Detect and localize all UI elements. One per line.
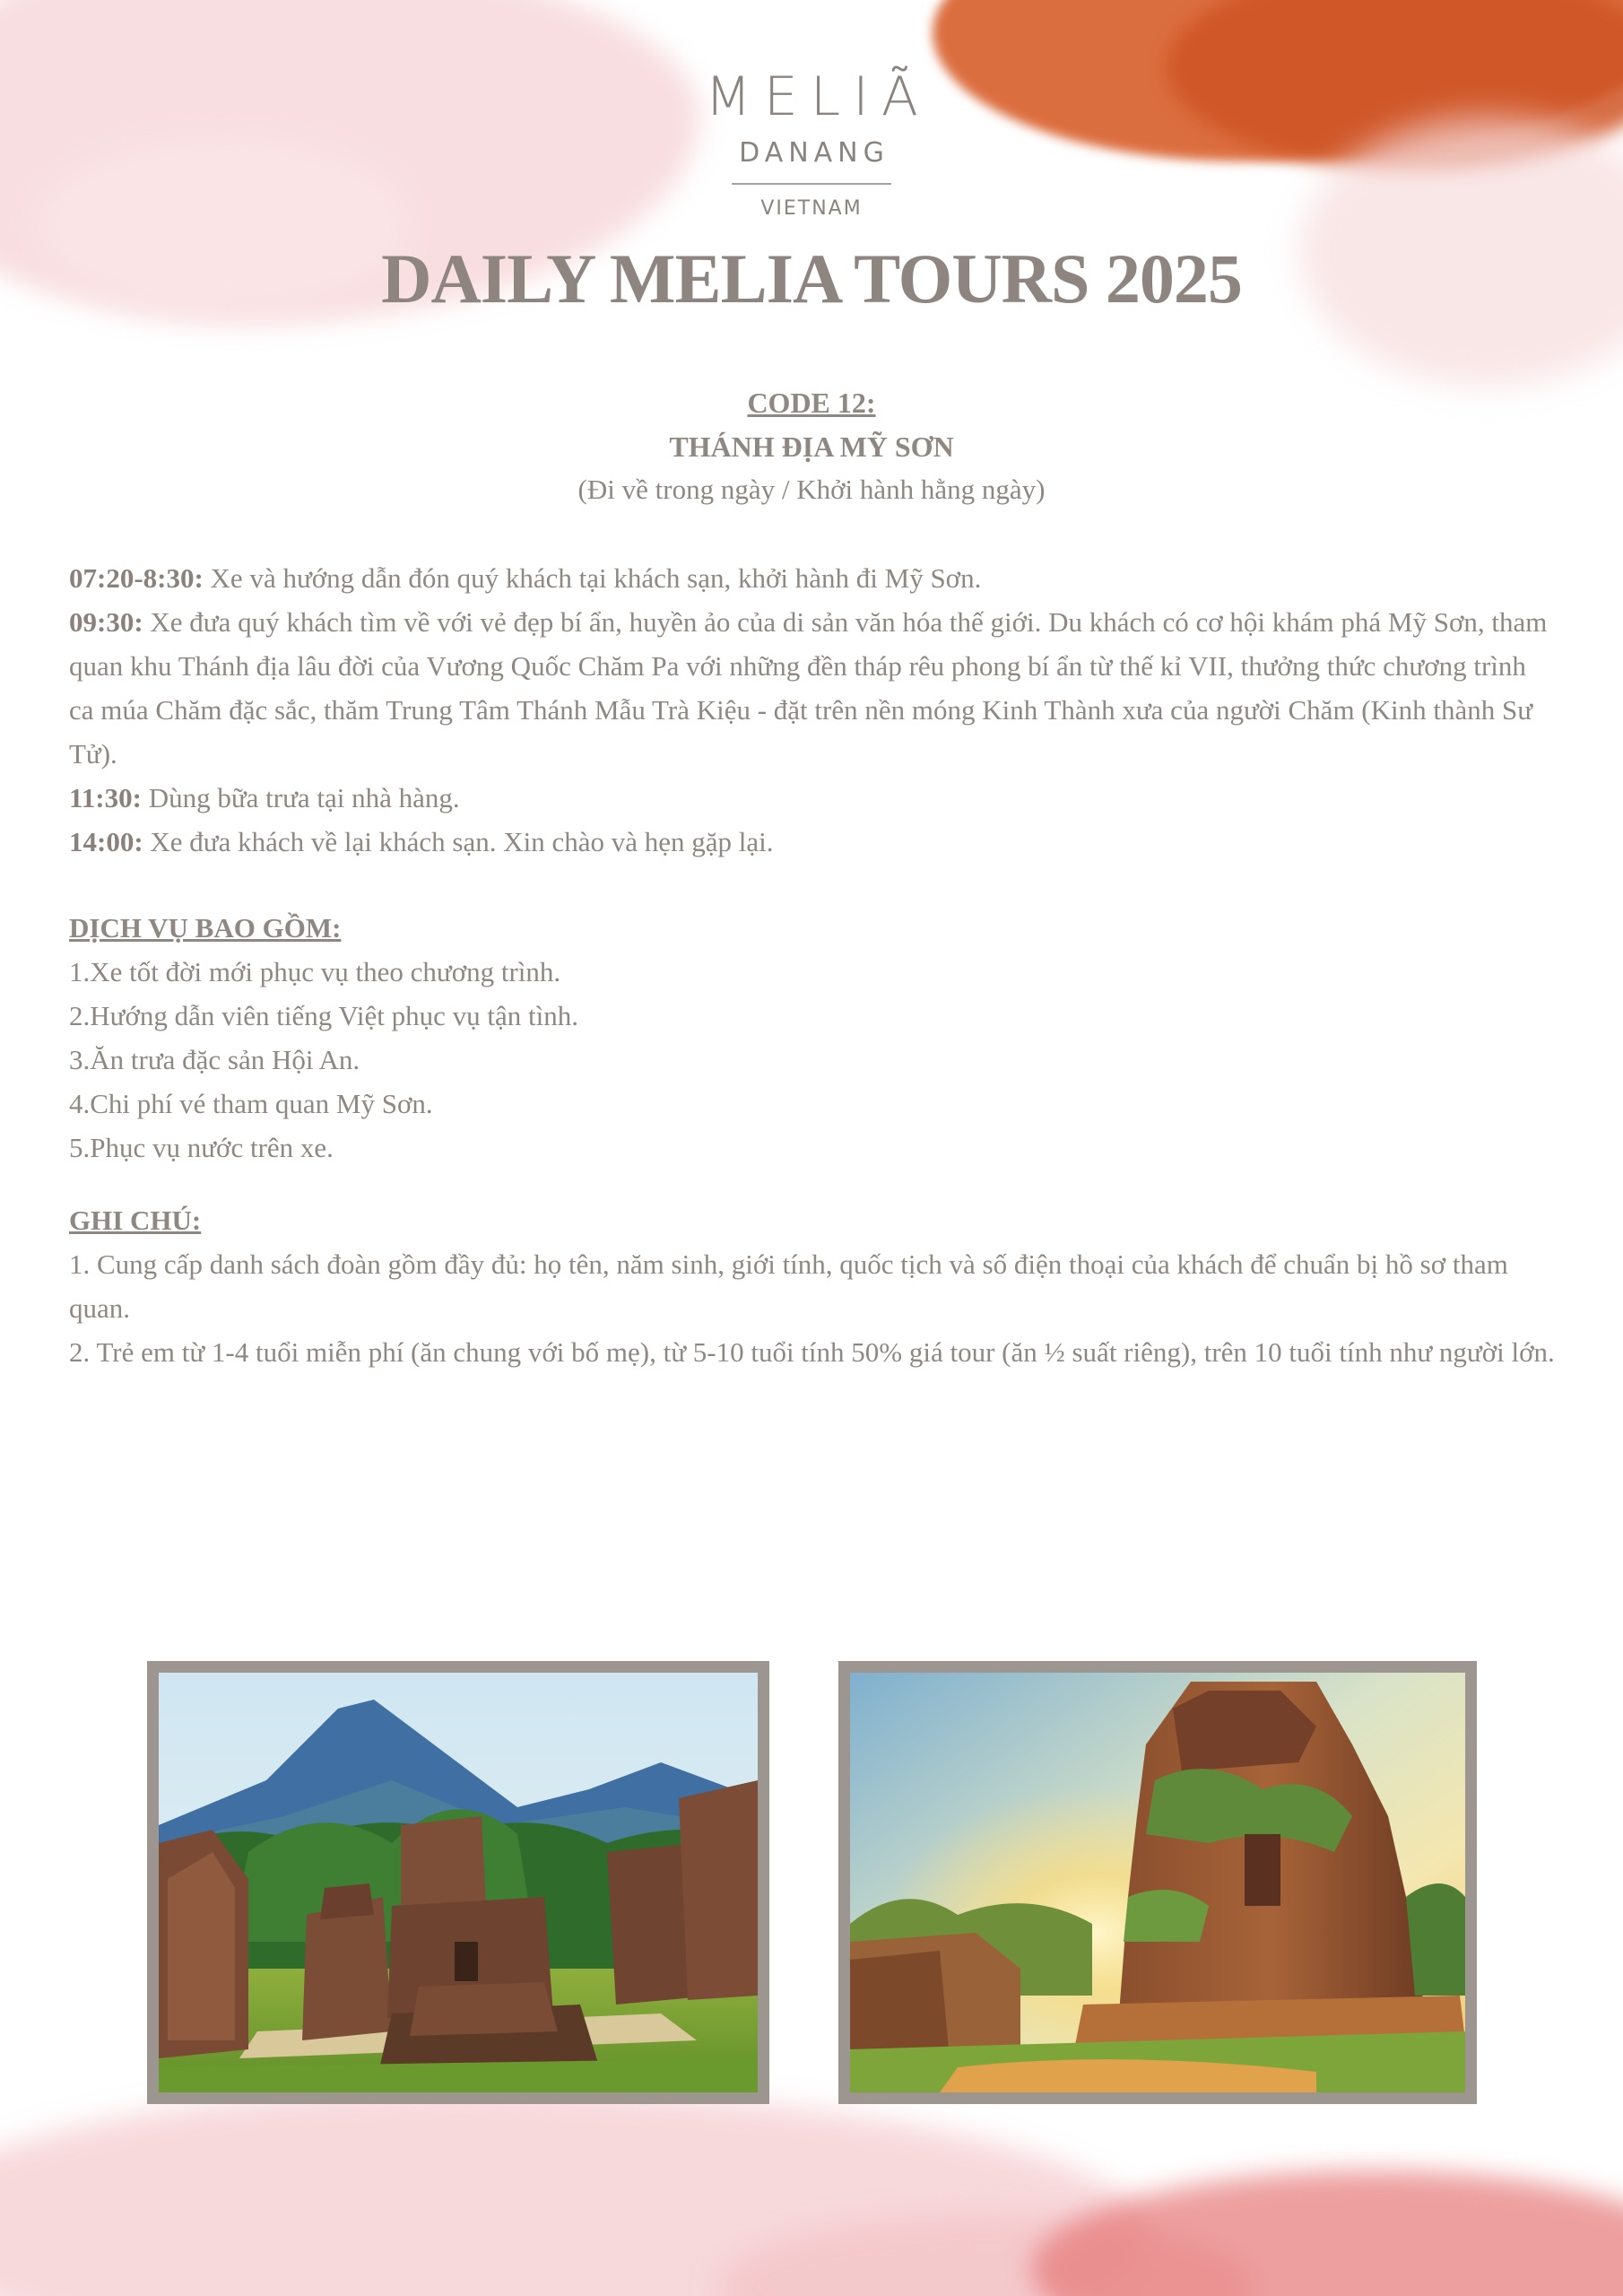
service-item: 2.Hướng dẫn viên tiếng Việt phục vụ tận tình. xyxy=(69,1000,579,1031)
photo-my-son-ruins xyxy=(147,1661,769,2104)
service-item: 5.Phục vụ nước trên xe. xyxy=(69,1132,334,1163)
itinerary-time: 09:30: xyxy=(69,606,143,638)
itinerary-time: 07:20-8:30: xyxy=(69,562,204,594)
tour-code: CODE 12: xyxy=(747,387,876,419)
itinerary xyxy=(69,556,1558,864)
tour-name: THÁNH ĐỊA MỸ SƠN xyxy=(669,430,954,463)
note-item: 2. Trẻ em từ 1-4 tuổi miễn phí (ăn chung với bố mẹ), từ 5-10 tuổi tính 50% giá tour (ăn ½ suất riêng), trên 10 tuổi tính như người lớn. xyxy=(69,1336,1555,1368)
services-section xyxy=(69,906,1558,1170)
note-item: 1. Cung cấp danh sách đoàn gồm đầy đủ: họ tên, năm sinh, giới tính, quốc tịch và số điện thoại của khách để chuẩn bị hồ sơ tham quan. xyxy=(69,1248,1508,1324)
itinerary-item xyxy=(69,556,1558,600)
hotel-logo xyxy=(0,65,1623,220)
itinerary-text: Xe đưa quý khách tìm về với vẻ đẹp bí ẩn, huyền ảo của di sản văn hóa thế giới. Du khách có cơ hội khám phá Mỹ Sơn, tham quan khu Thánh địa lâu đời của Vương Quốc Chăm Pa với những đền tháp rêu phong bí ẩn từ thế kỉ VII, thưởng thức chương trình ca múa Chăm đặc sắc, thăm Trung Tâm Thánh Mẫu Trà Kiệu - đặt trên nền móng Kinh Thành xưa của người Chăm (Kinh thành Sư Tử). xyxy=(69,606,1548,770)
my-son-tower-image xyxy=(850,1673,1465,2092)
service-item: 3.Ăn trưa đặc sản Hội An. xyxy=(69,1044,360,1075)
page-title: DAILY MELIA TOURS 2025 xyxy=(381,239,1242,317)
tour-subtitle: (Đi về trong ngày / Khởi hành hằng ngày) xyxy=(577,474,1046,505)
photo-my-son-tower xyxy=(838,1661,1477,2104)
itinerary-text: Dùng bữa trưa tại nhà hàng. xyxy=(141,782,460,813)
notes-heading: GHI CHÚ: xyxy=(69,1205,202,1236)
logo-divider xyxy=(732,183,891,185)
itinerary-text: Xe đưa khách về lại khách sạn. Xin chào và hẹn gặp lại. xyxy=(143,826,774,857)
service-item: 4.Chi phí vé tham quan Mỹ Sơn. xyxy=(69,1088,433,1119)
watercolor-red-bottom-right xyxy=(1031,2170,1623,2296)
service-item: 1.Xe tốt đời mới phục vụ theo chương trình. xyxy=(69,956,561,987)
logo-city: DANANG xyxy=(739,137,890,169)
itinerary-time: 14:00: xyxy=(69,826,143,857)
services-heading: DỊCH VỤ BAO GỒM: xyxy=(69,912,342,944)
itinerary-item xyxy=(69,820,1558,864)
logo-country: VIETNAM xyxy=(760,197,863,220)
itinerary-time: 11:30: xyxy=(69,782,142,813)
itinerary-item xyxy=(69,600,1558,776)
my-son-ruins-image xyxy=(159,1673,758,2092)
logo-brand: MELIÃ xyxy=(705,65,931,128)
itinerary-text: Xe và hướng dẫn đón quý khách tại khách sạn, khởi hành đi Mỹ Sơn. xyxy=(203,562,982,594)
notes-section xyxy=(69,1198,1558,1374)
itinerary-item xyxy=(69,776,1558,820)
